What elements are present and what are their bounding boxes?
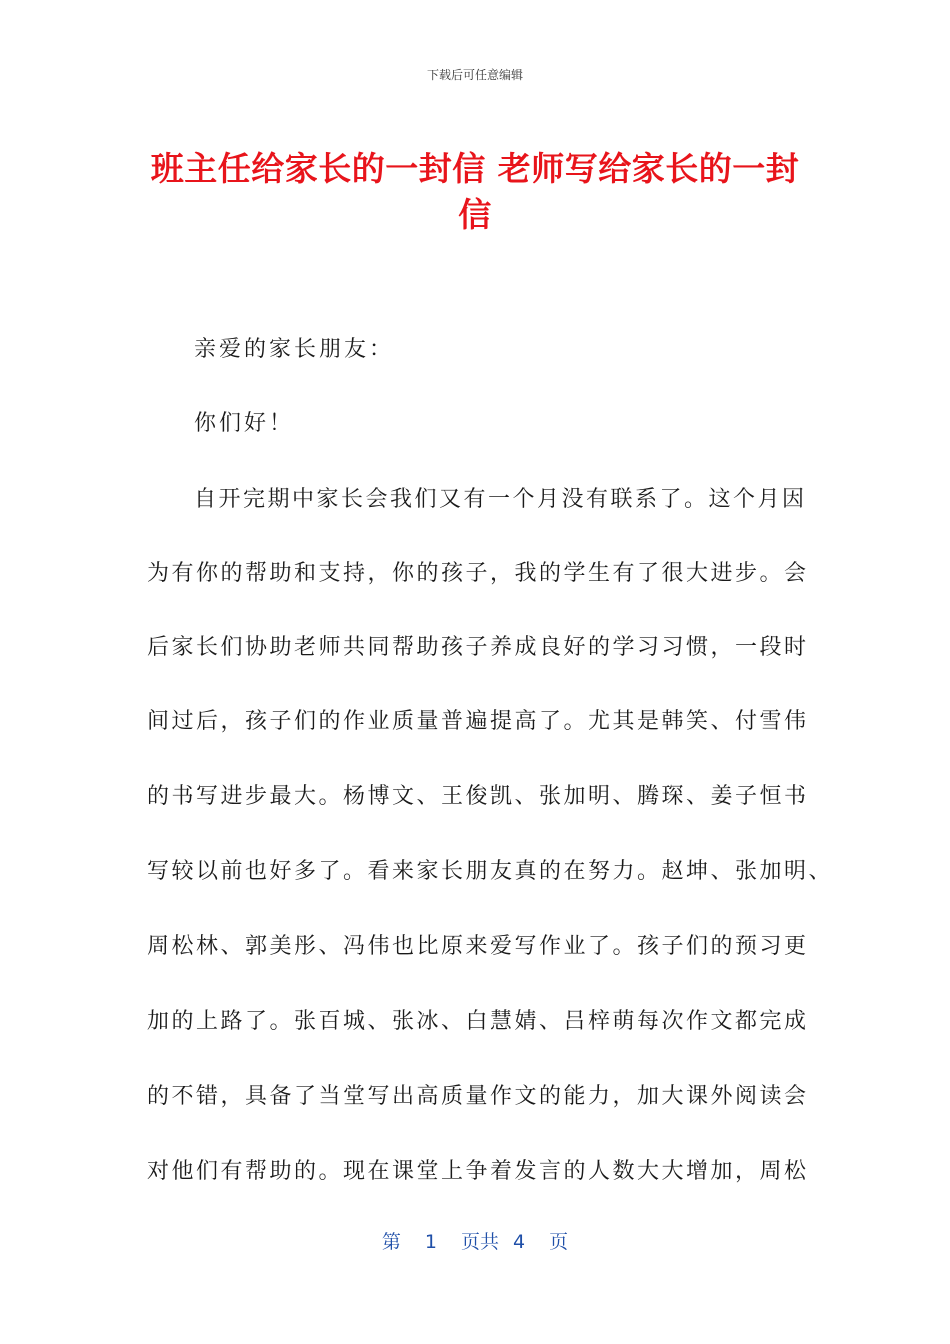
body-line: 对他们有帮助的。现在课堂上争着发言的人数大大增加，周松 — [147, 1159, 809, 1184]
greeting: 你们好！ — [194, 411, 295, 436]
salutation: 亲爱的家长朋友： — [194, 337, 395, 362]
body-line: 写较以前也好多了。看来家长朋友真的在努力。赵坤、张加明、 — [147, 859, 834, 884]
title-line-2: 信 — [458, 195, 492, 234]
body-line: 的书写进步最大。杨博文、王俊凯、张加明、腾琛、姜子恒书 — [147, 784, 809, 809]
body-line: 自开完期中家长会我们又有一个月没有联系了。这个月因 — [194, 487, 807, 512]
page-footer — [0, 1227, 950, 1254]
body-line: 的不错，具备了当堂写出高质量作文的能力，加大课外阅读会 — [147, 1084, 809, 1109]
header-note: 下载后可任意编辑 — [426, 68, 523, 82]
footer-page-suffix: 页 — [549, 1231, 569, 1253]
body-line: 加的上路了。张百城、张冰、白慧婧、吕梓萌每次作文都完成 — [147, 1009, 809, 1034]
body-line: 周松林、郭美彤、冯伟也比原来爱写作业了。孩子们的预习更 — [147, 934, 809, 959]
footer-page-total: 4 — [513, 1231, 526, 1253]
body-line: 为有你的帮助和支持，你的孩子，我的学生有了很大进步。会 — [147, 561, 809, 586]
footer-page-prefix: 第 — [381, 1231, 401, 1253]
footer-page-middle: 页共 — [460, 1231, 499, 1253]
body-line: 后家长们协助老师共同帮助孩子养成良好的学习习惯，一段时 — [147, 635, 809, 660]
document-title — [120, 146, 830, 238]
footer-page-number: 1 — [424, 1231, 437, 1253]
body-line: 间过后，孩子们的作业质量普遍提高了。尤其是韩笑、付雪伟 — [147, 709, 809, 734]
title-line-1: 班主任给家长的一封信 老师写给家长的一封 — [150, 149, 800, 188]
